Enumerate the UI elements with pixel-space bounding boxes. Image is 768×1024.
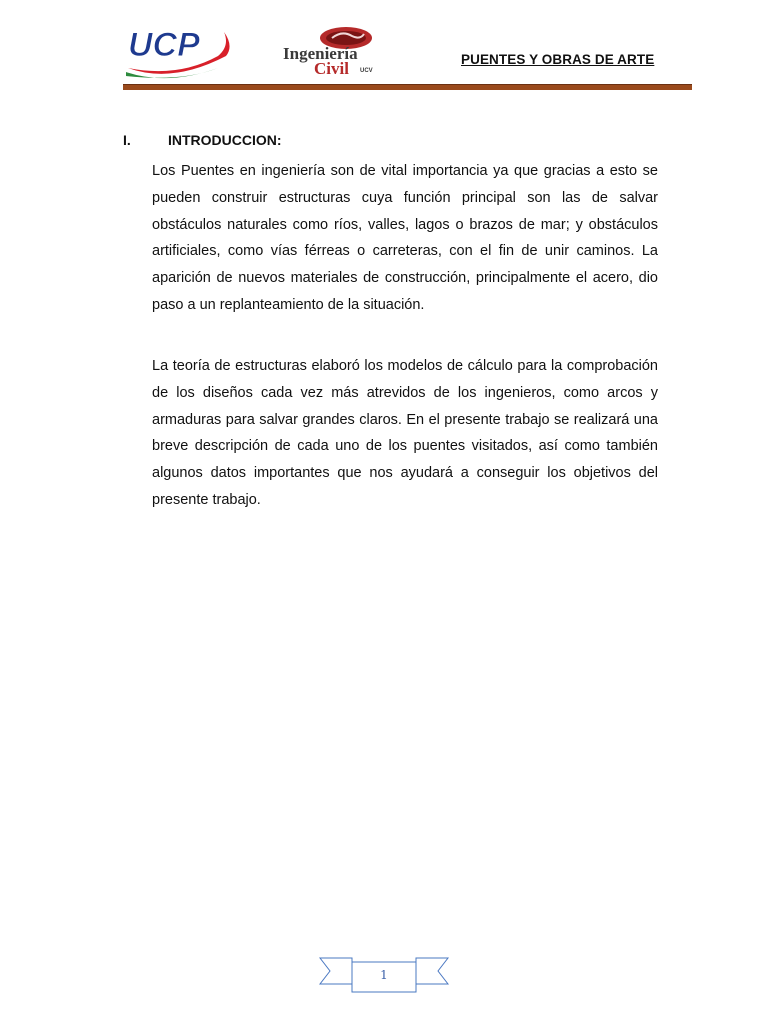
logo-civil-text: Civil <box>314 59 349 78</box>
logo-ingenieria-text: Ingeniería <box>283 44 358 63</box>
ucp-logo-text: UCP <box>128 26 200 64</box>
section-heading <box>123 132 282 148</box>
intro-paragraph-2: La teoría de estructuras elaboró los modelos de cálculo para la comprobación de los diseños cada vez más atrevidos de los ingenieros, como arcos y armaduras para salvar grandes claros. En el presente trabajo se realizará una breve descripción de cada uno de los puentes visitados, así como también algunos datos importantes que nos ayudará a conseguir los objetivos del presente trabajo. <box>152 358 658 508</box>
page-number: 1 <box>380 968 388 982</box>
section-number: I. <box>123 132 131 148</box>
header-divider <box>123 84 692 90</box>
logo-ucv-text: UCV <box>360 68 373 74</box>
section-title: INTRODUCCION: <box>168 132 282 148</box>
ucp-logo <box>122 16 236 82</box>
intro-paragraph-1: Los Puentes en ingeniería son de vital importancia ya que gracias a esto se pueden construir estructuras cuya función principal son las de salvar obstáculos naturales como ríos, valles, lagos o brazos de mar; y obstáculos artificiales, como vías férreas o carreteras, con el fin de unir caminos. La aparición de nuevos materiales de construcción, principalmente el acero, dio paso a un replanteamiento de la situación. <box>152 163 658 313</box>
ingenieria-civil-logo <box>280 26 414 78</box>
page-header <box>0 0 768 96</box>
document-header-title: PUENTES Y OBRAS DE ARTE <box>461 52 655 67</box>
